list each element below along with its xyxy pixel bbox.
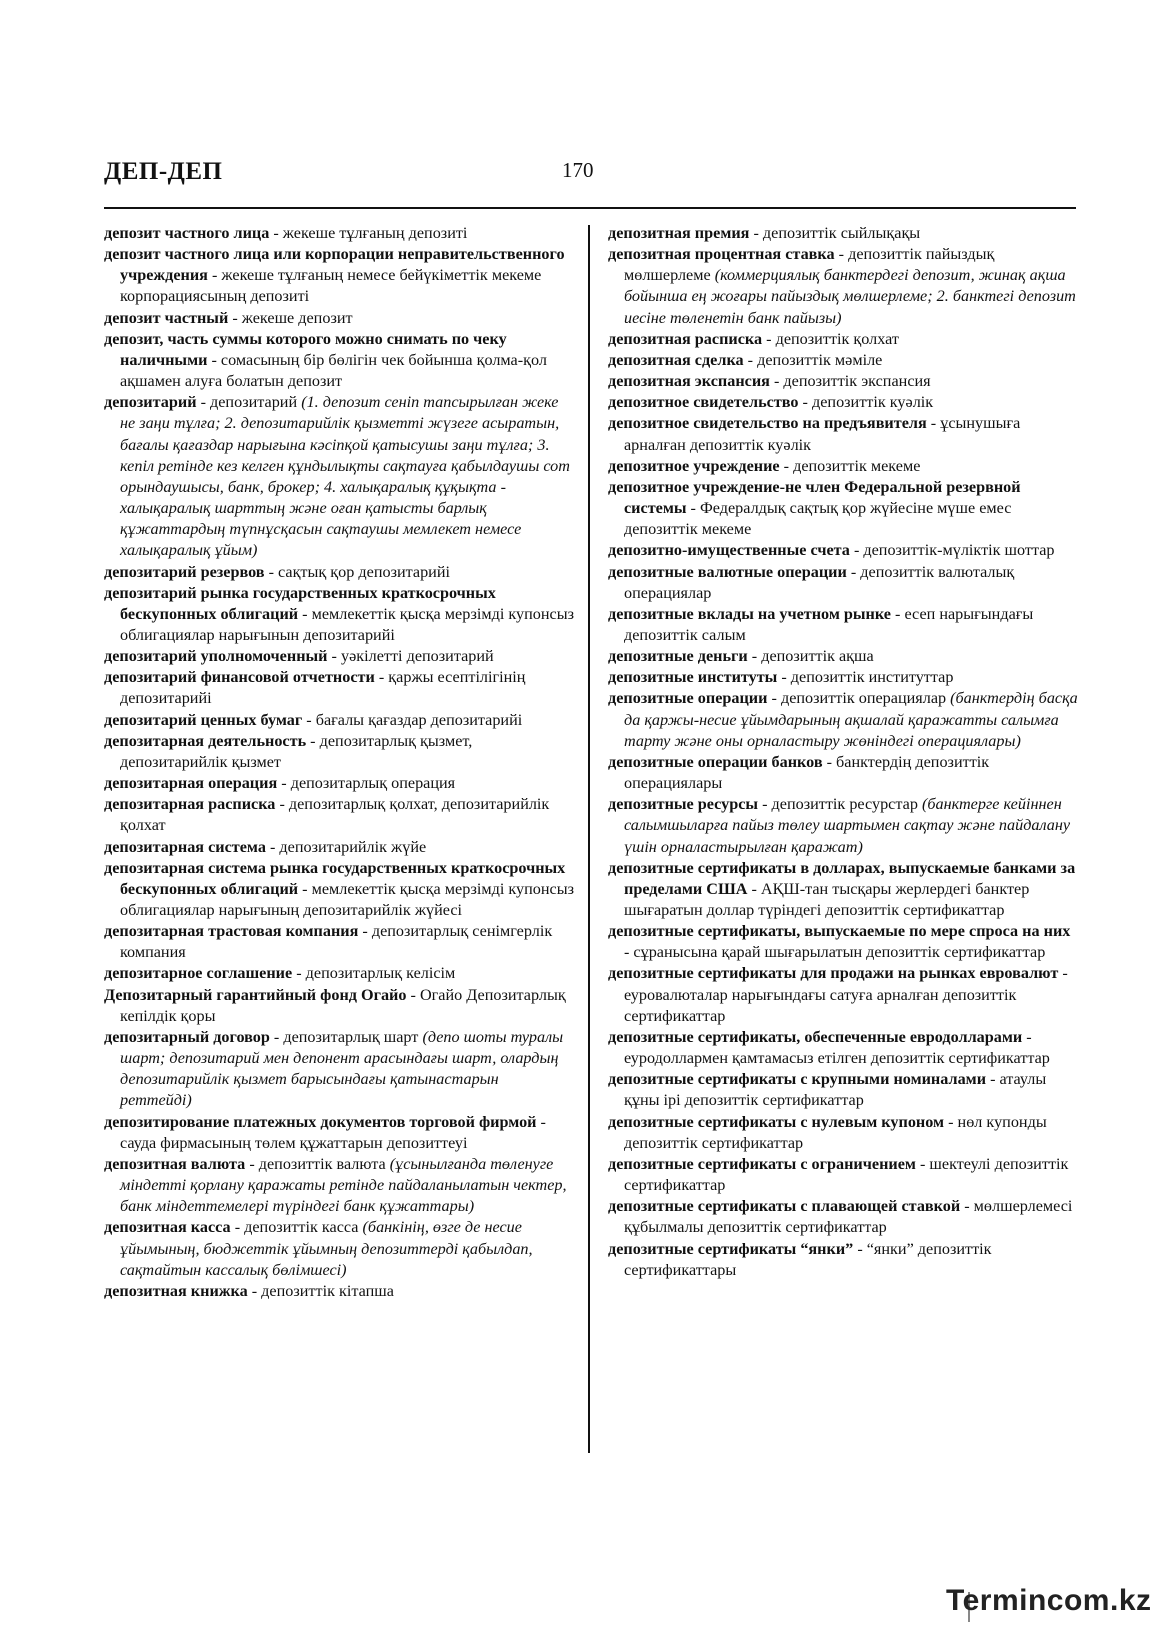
- entry-term: депозитные операции банков: [608, 752, 823, 771]
- dictionary-entry: [104, 223, 574, 244]
- entry-definition: - депозитарий: [196, 393, 302, 412]
- entry-term: депозитарный договор: [104, 1027, 270, 1046]
- dictionary-entry: [104, 794, 574, 836]
- entry-term: депозит частного лица: [104, 224, 270, 242]
- dictionary-entry: [608, 540, 1078, 561]
- dictionary-entry: [608, 1069, 1078, 1111]
- entry-term: депозитные институты: [608, 668, 778, 687]
- entry-note: (1. депозит сеніп тапсырылған жеке не заңи тұлға; 2. депозитарийлік қызметті жүзеге асыратын, бағалы қағаздар нарығына кәсіпқой қатысушы заңи тұлға; 3. кепіл ретінде кез келген құндылықты сақтауға қабылдаушы сот орындаушысы, банк, брокер; 4. халықаралық құқықта - халықаралық шарттың және оған қатысты барлық құжаттардың түпнұсқасын сақтаушы мемлекет немесе халықаралық ұйым): [120, 393, 570, 560]
- entry-definition: - сақтық қор депозитарийі: [264, 562, 451, 581]
- dictionary-entry: [608, 604, 1078, 646]
- entry-definition: - депозиттік ресурстар: [758, 795, 922, 814]
- entry-definition: - депозиттік пайыздық мөлшерлеме: [624, 245, 995, 285]
- dictionary-entry: [104, 244, 574, 307]
- termincom-logo[interactable]: [940, 1580, 1152, 1626]
- dictionary-entry: [608, 413, 1078, 455]
- entry-term: депозитирование платежных документов торговой фирмой: [104, 1112, 537, 1131]
- entry-definition: - қаржы есептілігінің депозитарийі: [120, 668, 526, 708]
- entry-definition: - депозиттік мәміле: [743, 350, 883, 369]
- entry-term: депозитная валюта: [104, 1154, 246, 1173]
- entry-term: депозитарий уполномоченный: [104, 647, 328, 666]
- entry-term: депозитные сертификаты с ограничением: [608, 1154, 916, 1173]
- logo-text: Termincom.kz: [946, 1584, 1152, 1617]
- entry-term: депозитное свидетельство на предъявителя: [608, 414, 927, 433]
- entry-definition: - “янки” депозиттік сертификаттары: [624, 1239, 992, 1279]
- entry-term: депозитарий ценных бумаг: [104, 710, 303, 729]
- dictionary-entry: [104, 710, 574, 731]
- entry-note: (банктердің басқа да қаржы-несие ұйымдарының ақшалай қаражатты салымға тарту және оны орналастыру жөніндегі операциялары): [624, 689, 1078, 750]
- entry-definition: - депозиттік куәлік: [798, 393, 934, 412]
- entry-term: депозитарное соглашение: [104, 964, 293, 983]
- dictionary-entry: [608, 646, 1078, 667]
- dictionary-entry: [608, 350, 1078, 371]
- entry-definition: - Огайо Депозитарлық кепілдік қоры: [120, 985, 566, 1025]
- entry-term: депозитарная система рынка государственных краткосрочных бескупонных облигаций: [104, 858, 566, 898]
- entry-term: депозитарная трастовая компания: [104, 922, 359, 941]
- column-divider: [588, 225, 590, 1453]
- entry-definition: - мемлекеттік қысқа мерзімді купонсыз облигациялар нарығының депозитарийлік жүйесі: [120, 879, 575, 919]
- entry-note: (коммерциялық банктердегі депозит, жинақ ақша бойынша ең жоғары пайыздық мөлшерлеме; 2. банктегі депозит иесіне төленетін банк пайызы): [624, 266, 1076, 327]
- entry-term: депозит, часть суммы которого можно снимать по чеку наличными: [104, 329, 507, 369]
- entry-term: депозитные деньги: [608, 647, 748, 666]
- entry-term: депозитная сделка: [608, 350, 744, 369]
- entry-term: Депозитарный гарантийный фонд Огайо: [104, 985, 407, 1004]
- entry-definition: - депозиттік сыйлықақы: [749, 224, 921, 242]
- entry-definition: - атаулы құны ірі депозиттік сертификаттар: [624, 1070, 1047, 1110]
- dictionary-entry: [104, 1027, 574, 1112]
- entry-term: депозитная касса: [104, 1218, 231, 1237]
- entry-note: (депо шоты туралы шарт; депозитарий мен депонент арасындағы шарт, олардың депозитарийлік қызмет барысындағы қатынастарын реттейді): [120, 1027, 564, 1110]
- entry-term: депозитные сертификаты, обеспеченные евродолларами: [608, 1027, 1023, 1046]
- dictionary-entry: [608, 1154, 1078, 1196]
- entry-term: депозитно-имущественные счета: [608, 541, 850, 560]
- dictionary-entry: [608, 858, 1078, 921]
- entry-definition: - сұранысына қарай шығарылатын депозиттік сертификаттар: [624, 943, 1046, 962]
- dictionary-entry: [104, 858, 574, 921]
- entry-definition: - мөлшерлемесі құбылмалы депозиттік сертификаттар: [624, 1197, 1073, 1237]
- dictionary-entry: [608, 329, 1078, 350]
- dictionary-entry: [104, 921, 574, 963]
- dictionary-entry: [104, 667, 574, 709]
- dictionary-entry: [104, 963, 574, 984]
- dictionary-entry: [608, 477, 1078, 540]
- entry-definition: - сомасының бір бөлігін чек бойынша қолма-қол ақшамен алуға болатын депозит: [120, 350, 547, 391]
- entry-definition: - Федералдық сақтық қор жүйесіне мүше емес депозиттік мекеме: [624, 499, 1012, 539]
- entry-definition: - депозитарлық шарт: [269, 1027, 423, 1046]
- entry-definition: - депозиттік ақша: [747, 647, 874, 666]
- entry-definition: - депозитарлық операция: [277, 774, 456, 793]
- dictionary-entry: [104, 1112, 574, 1154]
- entry-definition: - депозиттік валюта: [245, 1154, 390, 1173]
- dictionary-entry: [608, 688, 1078, 751]
- entry-term: депозитное учреждение-не член Федеральной резервной системы: [608, 477, 1021, 518]
- entry-term: депозитарная операция: [104, 774, 278, 793]
- dictionary-entry: [104, 1217, 574, 1280]
- entry-term: депозитные сертификаты с плавающей ставкой: [608, 1197, 961, 1216]
- entry-term: депозитные сертификаты в долларах, выпускаемые банками за пределами США: [608, 858, 1076, 898]
- dictionary-entry: [104, 837, 574, 858]
- dictionary-entry: [608, 371, 1078, 392]
- dictionary-entry: [608, 963, 1078, 1026]
- entry-definition: - есеп нарығындағы депозиттік салым: [624, 604, 1034, 644]
- entry-definition: - депозиттік операциялар: [767, 689, 951, 708]
- entry-definition: - жекеше депозит: [228, 308, 353, 327]
- dictionary-entry: [608, 456, 1078, 477]
- dictionary-entry: [104, 392, 574, 561]
- entry-definition: - еуровалюталар нарығындағы сатуға арналған депозиттік сертификаттар: [624, 964, 1068, 1025]
- entry-term: депозитные ресурсы: [608, 795, 759, 814]
- entry-term: депозит частного лица или корпорации неправительственного учреждения: [104, 245, 565, 285]
- entry-definition: - депозиттік мекеме: [779, 456, 921, 475]
- entry-term: депозитарная расписка: [104, 795, 276, 814]
- entry-term: депозит частный: [104, 308, 229, 327]
- left-column: [104, 223, 574, 1302]
- dictionary-entry: [104, 1281, 574, 1302]
- entry-note: (ұсынылғанда төленуге міндетті қорлану қаражаты ретінде пайдаланылатын чектер, банк міндеттемелері түріндегі банк құжаттары): [120, 1154, 567, 1216]
- dictionary-entry: [608, 667, 1078, 688]
- entry-definition: - мемлекеттік қысқа мерзімді купонсыз облигациялар нарығынын депозитарийі: [120, 604, 575, 644]
- entry-term: депозитные сертификаты “янки”: [608, 1239, 854, 1258]
- entry-definition: - депозиттік валюталық операциялар: [624, 562, 1015, 602]
- dictionary-entry: [104, 562, 574, 583]
- right-column: [608, 223, 1078, 1281]
- entry-definition: - депозиттік-мүліктік шоттар: [849, 541, 1055, 560]
- entry-term: депозитная процентная ставка: [608, 245, 835, 264]
- dictionary-entry: [608, 752, 1078, 794]
- entry-term: депозитная книжка: [104, 1281, 248, 1300]
- entry-definition: - бағалы қағаздар депозитарийі: [302, 710, 523, 729]
- entry-term: депозитные сертификаты для продажи на рынках евровалют: [608, 964, 1059, 983]
- dictionary-entry: [608, 223, 1078, 244]
- entry-definition: - уәкілетті депозитарий: [327, 647, 494, 666]
- entry-definition: - депозиттік кітапша: [247, 1281, 394, 1300]
- dictionary-entry: [104, 731, 574, 773]
- entry-definition: - жекеше тұлғаның депозиті: [269, 224, 468, 242]
- entry-definition: - депозитарлық қолхат, депозитарийлік қолхат: [120, 795, 550, 835]
- entry-definition: - жекеше тұлғаның немесе бейүкіметтік мекеме корпорациясының депозиті: [120, 266, 542, 306]
- page-number: 170: [562, 158, 594, 182]
- entry-definition: - шектеулі депозиттік сертификаттар: [624, 1154, 1069, 1195]
- entry-definition: - банктердің депозиттік операциялары: [624, 752, 990, 793]
- dictionary-entry: [104, 985, 574, 1027]
- entry-definition: - еуродоллармен қамтамасыз етілген депозиттік сертификаттар: [624, 1027, 1050, 1068]
- entry-term: депозитные сертификаты с крупными номиналами: [608, 1070, 987, 1089]
- dictionary-entry: [608, 1239, 1078, 1281]
- entry-definition: - нөл купонды депозиттік сертификаттар: [624, 1112, 1047, 1152]
- entry-term: депозитарий рынка государственных краткосрочных бескупонных облигаций: [104, 583, 496, 623]
- entry-term: депозитные сертификаты, выпускаемые по мере спроса на них: [608, 922, 1071, 941]
- entry-term: депозитарий: [104, 393, 197, 412]
- entry-definition: - депозитарлық сенімгерлік компания: [120, 922, 553, 962]
- entry-note: (банкінің, өзге де несие ұйымының, бюджеттік ұйымның депозиттерді қабылдап, сақтайтын кассалық бөлімшесі): [120, 1218, 533, 1279]
- dictionary-entry: [608, 921, 1078, 963]
- entry-term: депозитная расписка: [608, 329, 763, 348]
- entry-note: (банктерге кейіннен салымшыларға пайыз төлеу шартымен сақтау және пайдалану үшін орналастырылған қаражат): [624, 795, 1071, 856]
- dictionary-entry: [104, 646, 574, 667]
- dictionary-entry: [104, 773, 574, 794]
- dictionary-entry: [104, 583, 574, 646]
- entry-term: депозитная экспансия: [608, 372, 770, 391]
- entry-term: депозитные вклады на учетном рынке: [608, 604, 891, 623]
- entry-term: депозитное свидетельство: [608, 393, 799, 412]
- dictionary-entry: [608, 392, 1078, 413]
- dictionary-entry: [104, 329, 574, 392]
- entry-term: депозитарная деятельность: [104, 731, 307, 750]
- dictionary-entry: [608, 1112, 1078, 1154]
- entry-term: депозитарий резервов: [104, 562, 265, 581]
- entry-term: депозитные сертификаты с нулевым купоном: [608, 1112, 945, 1131]
- entry-term: депозитные валютные операции: [608, 562, 847, 581]
- dictionary-entry: [608, 1027, 1078, 1069]
- entry-definition: - депозитарлық келісім: [292, 964, 456, 983]
- dictionary-entry: [608, 794, 1078, 857]
- entry-definition: - депозиттік экспансия: [769, 372, 931, 391]
- dictionary-entry: [608, 562, 1078, 604]
- dictionary-entry: [608, 1196, 1078, 1238]
- entry-definition: - депозитарийлік жүйе: [265, 837, 427, 856]
- dictionary-entry: [104, 308, 574, 329]
- entry-definition: - ұсынушыға арналған депозиттік куәлік: [624, 414, 1021, 454]
- entry-definition: - АҚШ-тан тысқары жерлердегі банктер шығаратын доллар түріндегі депозиттік сертификаттар: [624, 879, 1030, 919]
- dictionary-entry: [104, 1154, 574, 1217]
- entry-term: депозитные операции: [608, 689, 768, 708]
- entry-term: депозитарная система: [104, 837, 266, 856]
- entry-term: депозитное учреждение: [608, 456, 780, 475]
- entry-definition: - депозиттік касса: [230, 1218, 363, 1237]
- entry-term: депозитарий финансовой отчетности: [104, 668, 375, 687]
- entry-definition: - депозитарлық қызмет, депозитарийлік қызмет: [120, 731, 473, 771]
- entry-definition: - депозиттік институттар: [777, 668, 954, 687]
- entry-definition: - депозиттік қолхат: [762, 329, 899, 348]
- dictionary-entry: [608, 244, 1078, 329]
- header-rule: [104, 207, 1076, 209]
- running-head: ДЕП-ДЕП: [104, 158, 223, 185]
- entry-term: депозитная премия: [608, 224, 750, 242]
- entry-definition: - сауда фирмасының төлем құжаттарын депозиттеуі: [120, 1112, 546, 1152]
